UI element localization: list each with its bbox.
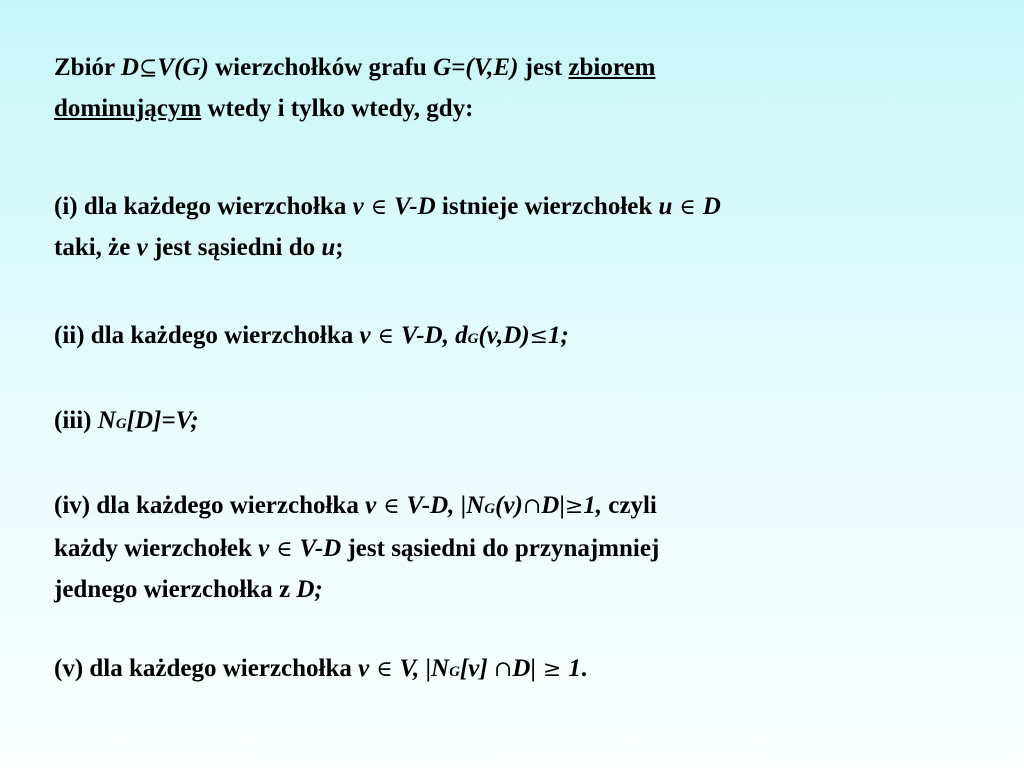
math-expression: 1; — [548, 322, 569, 349]
intersection-symbol: ∩ — [522, 494, 542, 519]
math-expression: V-D, — [406, 492, 461, 519]
definition-intro — [54, 48, 994, 129]
condition-iv — [54, 486, 994, 610]
math-expression: (v,D) — [478, 322, 530, 349]
math-d: D — [541, 492, 560, 519]
condition-iv-line-2 — [54, 529, 994, 570]
underlined-term: dominującym — [54, 95, 202, 122]
element-of-symbol: ∈ — [672, 195, 703, 220]
abs-bar: | — [425, 655, 431, 682]
text-segment: jest sąsiedni do przynajmniej — [341, 535, 660, 562]
math-v: v — [352, 193, 364, 220]
element-of-symbol: ∈ — [269, 537, 300, 562]
math-v: v — [258, 535, 270, 562]
math-expression: V, — [399, 655, 426, 682]
intersection-symbol: ∩ — [493, 657, 513, 682]
math-vd: V-D — [393, 193, 436, 220]
math-n: N — [431, 655, 450, 682]
math-expression: 1, — [583, 492, 603, 519]
math-vd: V-D — [299, 535, 342, 562]
math-d: D — [702, 193, 721, 220]
condition-ii-line — [54, 316, 994, 359]
text-segment: wierzchołków grafu — [208, 54, 434, 81]
math-v: v — [359, 322, 371, 349]
subscript-g: G — [115, 416, 127, 432]
text-segment: jednego wierzchołka z — [54, 576, 297, 603]
math-v: v — [136, 234, 148, 261]
math-expression: V-D, d — [400, 322, 468, 349]
math-v: v — [358, 655, 370, 682]
text-segment: Zbiór — [54, 54, 121, 81]
abs-bar: | — [559, 492, 565, 519]
text-segment: każdy wierzchołek — [54, 535, 259, 562]
math-n: N — [466, 492, 485, 519]
text-segment: ; — [335, 234, 344, 261]
math-d: D — [120, 54, 139, 81]
subscript-g: G — [484, 501, 496, 517]
math-expression: (v) — [495, 492, 523, 519]
text-segment: (i) dla każdego wierzchołka — [54, 193, 353, 220]
text-segment: (ii) dla każdego wierzchołka — [54, 322, 360, 349]
text-segment: (iii) — [54, 407, 98, 434]
abs-bar: | — [460, 492, 467, 519]
text-segment: wtedy i tylko wtedy, gdy: — [201, 95, 474, 122]
condition-i-line-1 — [54, 187, 994, 228]
math-u: u — [321, 234, 336, 261]
element-of-symbol: ∈ — [370, 324, 401, 349]
condition-v-line — [54, 649, 994, 692]
math-d: D — [512, 655, 531, 682]
math-graph: G=(V,E) — [433, 54, 519, 81]
text-segment: (v) dla każdego wierzchołka — [54, 655, 359, 682]
condition-iii-line — [54, 401, 994, 444]
intro-line-1 — [54, 48, 994, 89]
math-n: N — [97, 407, 116, 434]
math-d: D; — [296, 576, 323, 603]
less-equal-symbol: ≤ — [529, 324, 549, 349]
underlined-term: zbiorem — [568, 54, 656, 81]
subscript-g: G — [449, 664, 460, 680]
text-segment: . — [580, 655, 588, 682]
condition-iii — [54, 401, 994, 444]
subset-symbol: ⊆ — [138, 56, 158, 81]
intro-line-2 — [54, 89, 994, 129]
text-segment: taki, że — [54, 234, 137, 261]
text-segment: istnieje wierzchołek — [435, 193, 659, 220]
subscript-g: G — [467, 331, 479, 347]
condition-i — [54, 187, 994, 268]
condition-iv-line-1 — [54, 486, 994, 529]
condition-v — [54, 649, 994, 692]
abs-bar: | — [530, 655, 536, 682]
text-segment: jest sąsiedni do — [147, 234, 322, 261]
element-of-symbol: ∈ — [376, 494, 407, 519]
condition-i-line-2 — [54, 228, 994, 268]
math-expression: [v] — [459, 655, 494, 682]
math-vg: V(G) — [157, 54, 209, 81]
math-expression: [D]=V; — [126, 407, 199, 434]
text-segment: czyli — [602, 492, 657, 519]
greater-equal-symbol: ≥ — [535, 657, 569, 682]
condition-iv-line-3 — [54, 570, 994, 610]
math-expression: 1 — [568, 655, 581, 682]
element-of-symbol: ∈ — [369, 657, 400, 682]
greater-equal-symbol: ≥ — [564, 494, 584, 519]
text-segment: jest — [518, 54, 569, 81]
text-segment: (iv) dla każdego wierzchołka — [54, 492, 366, 519]
math-u: u — [658, 193, 673, 220]
element-of-symbol: ∈ — [363, 195, 394, 220]
condition-ii — [54, 316, 994, 359]
math-v: v — [365, 492, 377, 519]
